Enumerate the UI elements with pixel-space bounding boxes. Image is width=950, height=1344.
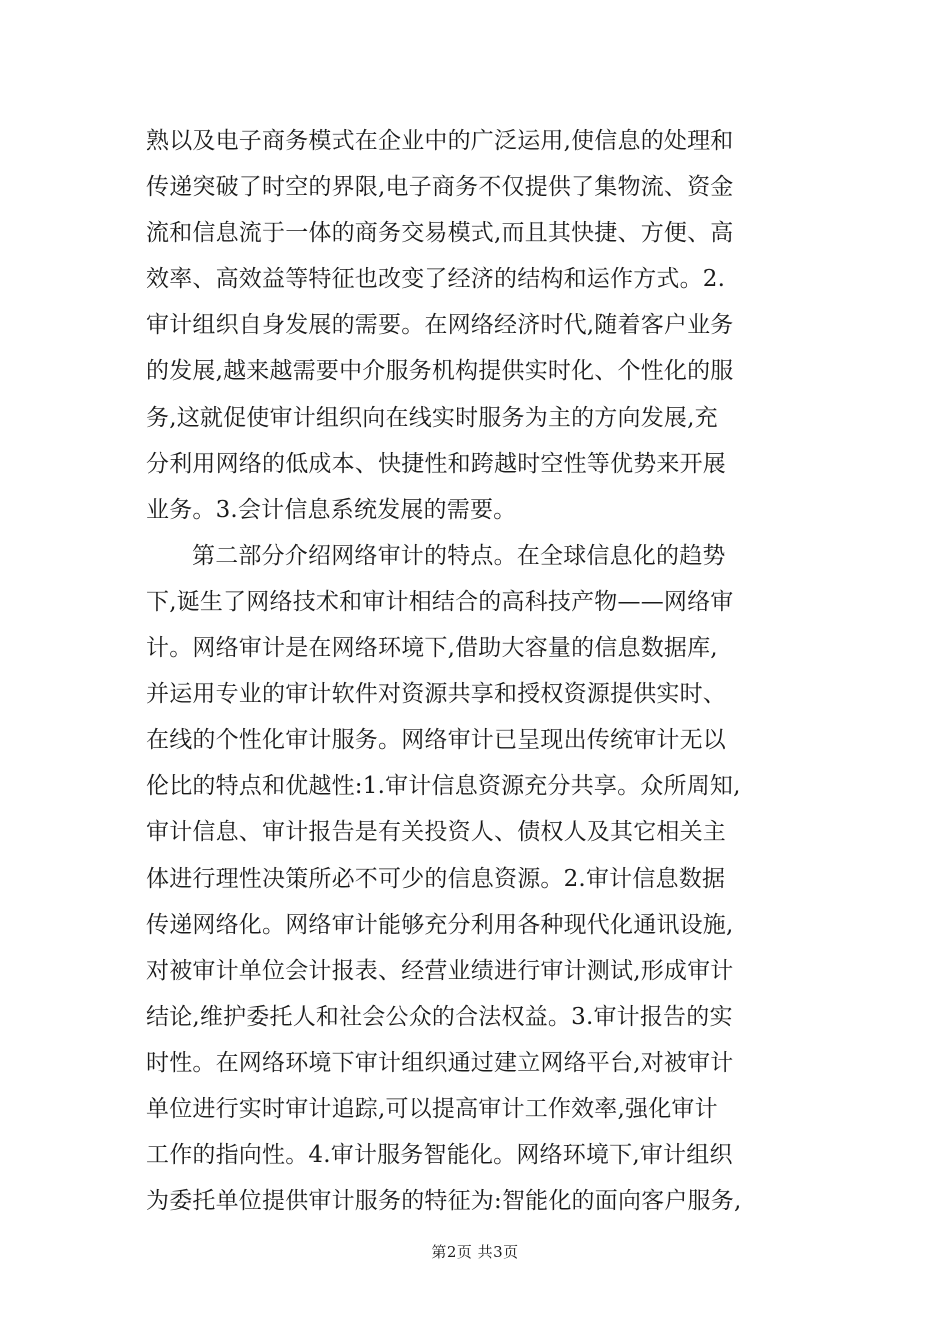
- text-line: 计。网络审计是在网络环境下,借助大容量的信息数据库,: [146, 635, 718, 662]
- text-line: 传递突破了时空的界限,电子商务不仅提供了集物流、资金: [146, 174, 734, 201]
- page-footer: 第2页 共3页: [431, 1243, 519, 1261]
- text-line: 并运用专业的审计软件对资源共享和授权资源提供实时、: [146, 681, 726, 708]
- text-line: 审计信息、审计报告是有关投资人、债权人及其它相关主: [146, 819, 726, 846]
- text-line: 时性。在网络环境下审计组织通过建立网络平台,对被审计: [146, 1049, 734, 1076]
- body-text: [146, 118, 806, 1224]
- text-line: 流和信息流于一体的商务交易模式,而且其快捷、方便、高: [146, 220, 734, 247]
- text-line: 为委托单位提供审计服务的特征为:智能化的面向客户服务,: [146, 1188, 742, 1215]
- text-line: 第二部分介绍网络审计的特点。在全球信息化的趋势: [192, 542, 726, 569]
- text-line: 分利用网络的低成本、快捷性和跨越时空性等优势来开展: [146, 450, 726, 477]
- text-line: 业务。3.会计信息系统发展的需要。: [146, 496, 517, 523]
- text-line: 审计组织自身发展的需要。在网络经济时代,随着客户业务: [146, 312, 734, 339]
- text-line: 体进行理性决策所必不可少的信息资源。2.审计信息数据: [146, 865, 726, 892]
- text-line: 对被审计单位会计报表、经营业绩进行审计测试,形成审计: [146, 957, 734, 984]
- paragraph: [146, 118, 806, 533]
- text-line: 在线的个性化审计服务。网络审计已呈现出传统审计无以: [146, 727, 726, 754]
- text-line: 下,诞生了网络技术和审计相结合的高科技产物——网络审: [146, 588, 734, 615]
- paragraph: [146, 533, 806, 1224]
- text-line: 结论,维护委托人和社会公众的合法权益。3.审计报告的实: [146, 1003, 733, 1030]
- text-line: 传递网络化。网络审计能够充分利用各种现代化通讯设施,: [146, 911, 734, 938]
- text-line: 务,这就促使审计组织向在线实时服务为主的方向发展,充: [146, 404, 718, 431]
- text-line: 单位进行实时审计追踪,可以提高审计工作效率,强化审计: [146, 1095, 718, 1122]
- text-line: 效率、高效益等特征也改变了经济的结构和运作方式。2.: [146, 266, 726, 293]
- text-line: 的发展,越来越需要中介服务机构提供实时化、个性化的服: [146, 358, 734, 385]
- text-line: 伦比的特点和优越性:1.审计信息资源充分共享。众所周知,: [146, 773, 741, 800]
- text-line: 熟以及电子商务模式在企业中的广泛运用,使信息的处理和: [146, 128, 734, 154]
- text-line: 工作的指向性。4.审计服务智能化。网络环境下,审计组织: [146, 1142, 733, 1169]
